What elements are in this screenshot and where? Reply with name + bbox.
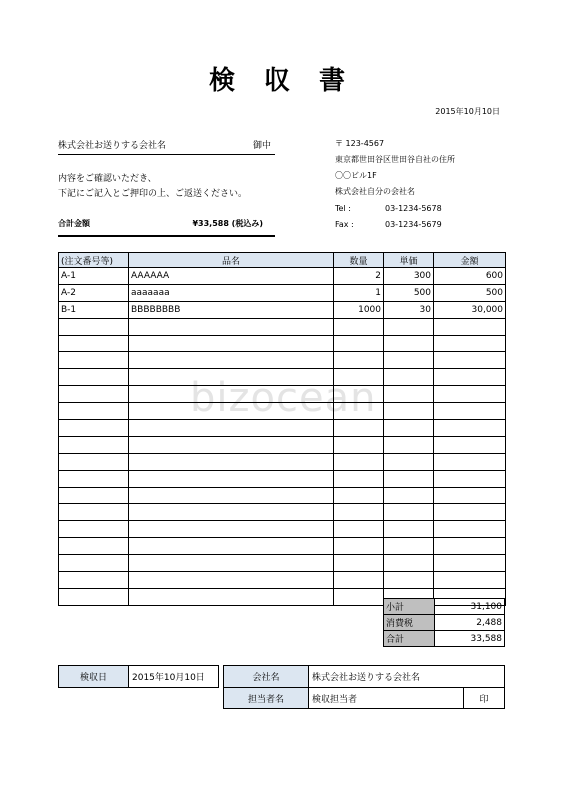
row-item-name [129, 436, 334, 453]
inspection-date-label: 検収日 [58, 665, 129, 688]
table-row [59, 352, 506, 369]
tax-value: 2,488 [435, 615, 505, 631]
document-title: 検 収 書 [208, 66, 356, 96]
row-unit-price [384, 453, 434, 470]
row-order-no [59, 538, 129, 555]
row-order-no [59, 369, 129, 386]
row-unit-price [384, 470, 434, 487]
sender-postal: 〒 123-4567 [335, 139, 385, 148]
header-order-no: (注文番号等) [59, 253, 129, 268]
row-quantity [334, 318, 384, 335]
table-row [59, 555, 506, 572]
header-unit-price: 単価 [384, 253, 434, 268]
row-order-no [59, 521, 129, 538]
table-row [59, 301, 506, 318]
table-row [59, 504, 506, 521]
row-item-name [129, 588, 334, 605]
row-unit-price [384, 369, 434, 386]
tax-label: 消費税 [384, 615, 435, 631]
row-order-no [59, 487, 129, 504]
row-order-no: A-2 [59, 284, 129, 301]
inspection-date-value[interactable]: 2015年10月10日 [128, 665, 219, 688]
row-item-name [129, 352, 334, 369]
row-unit-price [384, 572, 434, 589]
row-item-name: AAAAAA [129, 268, 334, 285]
row-item-name: BBBBBBBB [129, 301, 334, 318]
row-order-no [59, 420, 129, 437]
row-quantity [334, 369, 384, 386]
row-amount [434, 487, 506, 504]
row-unit-price [384, 538, 434, 555]
subtotal-label: 小計 [384, 599, 435, 615]
table-row [59, 572, 506, 589]
recipient-company: 株式会社お送りする会社名 [58, 141, 167, 151]
recipient-line [58, 138, 275, 155]
sender-fax [335, 220, 442, 229]
items-body [59, 268, 506, 606]
row-amount [434, 386, 506, 403]
row-quantity [334, 588, 384, 605]
tel-number: 03-1234-5678 [385, 204, 442, 213]
row-quantity [334, 453, 384, 470]
row-amount [434, 453, 506, 470]
row-order-no [59, 318, 129, 335]
row-item-name [129, 369, 334, 386]
row-unit-price [384, 504, 434, 521]
row-quantity: 1 [334, 284, 384, 301]
row-unit-price: 30 [384, 301, 434, 318]
row-unit-price [384, 352, 434, 369]
row-quantity [334, 386, 384, 403]
table-row [59, 403, 506, 420]
table-row [59, 470, 506, 487]
subtotal-value: 31,100 [435, 599, 505, 615]
row-quantity: 1000 [334, 301, 384, 318]
row-amount [434, 555, 506, 572]
row-order-no: A-1 [59, 268, 129, 285]
row-unit-price [384, 487, 434, 504]
row-quantity: 2 [334, 268, 384, 285]
table-row [59, 335, 506, 352]
row-amount: 30,000 [434, 301, 506, 318]
inspection-person-value[interactable]: 検収担当者 [308, 687, 464, 709]
row-amount [434, 318, 506, 335]
table-row [59, 453, 506, 470]
row-order-no [59, 504, 129, 521]
row-order-no: B-1 [59, 301, 129, 318]
row-order-no [59, 352, 129, 369]
row-quantity [334, 420, 384, 437]
grand-total-value: 33,588 [435, 631, 505, 647]
row-amount [434, 436, 506, 453]
row-order-no [59, 335, 129, 352]
row-item-name [129, 504, 334, 521]
row-quantity [334, 403, 384, 420]
row-order-no [59, 453, 129, 470]
row-item-name [129, 538, 334, 555]
table-row [59, 487, 506, 504]
message-line-2: 下記にご記入とご押印の上、ご返送ください。 [58, 189, 248, 199]
row-quantity [334, 335, 384, 352]
table-row [59, 386, 506, 403]
row-order-no [59, 436, 129, 453]
row-amount [434, 420, 506, 437]
row-item-name [129, 555, 334, 572]
row-item-name [129, 470, 334, 487]
row-quantity [334, 538, 384, 555]
items-table [58, 252, 506, 606]
row-item-name [129, 335, 334, 352]
row-unit-price [384, 436, 434, 453]
row-quantity [334, 572, 384, 589]
row-item-name [129, 572, 334, 589]
fax-label: Fax : [335, 220, 354, 229]
row-item-name: aaaaaaa [129, 284, 334, 301]
row-amount [434, 538, 506, 555]
inspection-person-label: 担当者名 [223, 687, 309, 709]
row-amount [434, 521, 506, 538]
subtotal-row [384, 599, 505, 615]
grand-total-row [384, 631, 505, 647]
row-order-no [59, 555, 129, 572]
message-line-1: 内容をご確認いただき、 [58, 174, 157, 184]
row-item-name [129, 453, 334, 470]
row-item-name [129, 318, 334, 335]
row-item-name [129, 420, 334, 437]
sender-building: 〇〇ビル1F [335, 171, 377, 180]
tax-row [384, 615, 505, 631]
row-amount [434, 504, 506, 521]
inspection-company-value[interactable]: 株式会社お送りする会社名 [308, 665, 505, 688]
fax-number: 03-1234-5679 [385, 220, 442, 229]
table-row [59, 420, 506, 437]
row-unit-price [384, 555, 434, 572]
sender-tel [335, 204, 442, 213]
watermark: bizocean [190, 375, 377, 421]
row-quantity [334, 470, 384, 487]
row-unit-price [384, 420, 434, 437]
totals-table [383, 598, 505, 647]
seal-box[interactable]: 印 [463, 687, 505, 709]
tel-label: Tel : [335, 204, 351, 213]
row-item-name [129, 403, 334, 420]
row-quantity [334, 352, 384, 369]
total-label: 合計金額 [58, 219, 90, 228]
grand-total-label: 合計 [384, 631, 435, 647]
row-unit-price [384, 386, 434, 403]
table-row [59, 436, 506, 453]
inspection-company-label: 会社名 [223, 665, 309, 688]
row-unit-price: 500 [384, 284, 434, 301]
row-amount [434, 470, 506, 487]
row-unit-price [384, 403, 434, 420]
row-amount [434, 352, 506, 369]
inspection-section [58, 665, 505, 709]
row-order-no [59, 572, 129, 589]
row-quantity [334, 504, 384, 521]
row-quantity [334, 521, 384, 538]
row-amount: 500 [434, 284, 506, 301]
row-unit-price [384, 521, 434, 538]
sender-address: 東京都世田谷区世田谷自社の住所 [335, 155, 455, 164]
row-amount [434, 335, 506, 352]
row-order-no [59, 470, 129, 487]
row-amount [434, 403, 506, 420]
header-item-name: 品名 [129, 253, 334, 268]
header-amount: 金額 [434, 253, 506, 268]
row-unit-price [384, 318, 434, 335]
row-quantity [334, 487, 384, 504]
row-quantity [334, 436, 384, 453]
total-amount-line [58, 218, 275, 237]
sender-company: 株式会社自分の会社名 [335, 187, 415, 196]
table-row [59, 318, 506, 335]
table-row [59, 538, 506, 555]
row-unit-price [384, 335, 434, 352]
items-header-row [59, 253, 506, 268]
recipient-honorific: 御中 [252, 141, 271, 151]
row-amount [434, 572, 506, 589]
row-order-no [59, 588, 129, 605]
row-quantity [334, 555, 384, 572]
row-order-no [59, 386, 129, 403]
table-row [59, 268, 506, 285]
row-item-name [129, 487, 334, 504]
table-row [59, 521, 506, 538]
row-unit-price: 300 [384, 268, 434, 285]
issue-date: 2015年10月10日 [435, 107, 500, 116]
row-amount [434, 369, 506, 386]
table-row [59, 369, 506, 386]
header-quantity: 数量 [334, 253, 384, 268]
row-amount: 600 [434, 268, 506, 285]
row-item-name [129, 521, 334, 538]
row-order-no [59, 403, 129, 420]
table-row [59, 284, 506, 301]
row-item-name [129, 386, 334, 403]
total-amount: ¥33,588 (税込み) [192, 219, 263, 228]
